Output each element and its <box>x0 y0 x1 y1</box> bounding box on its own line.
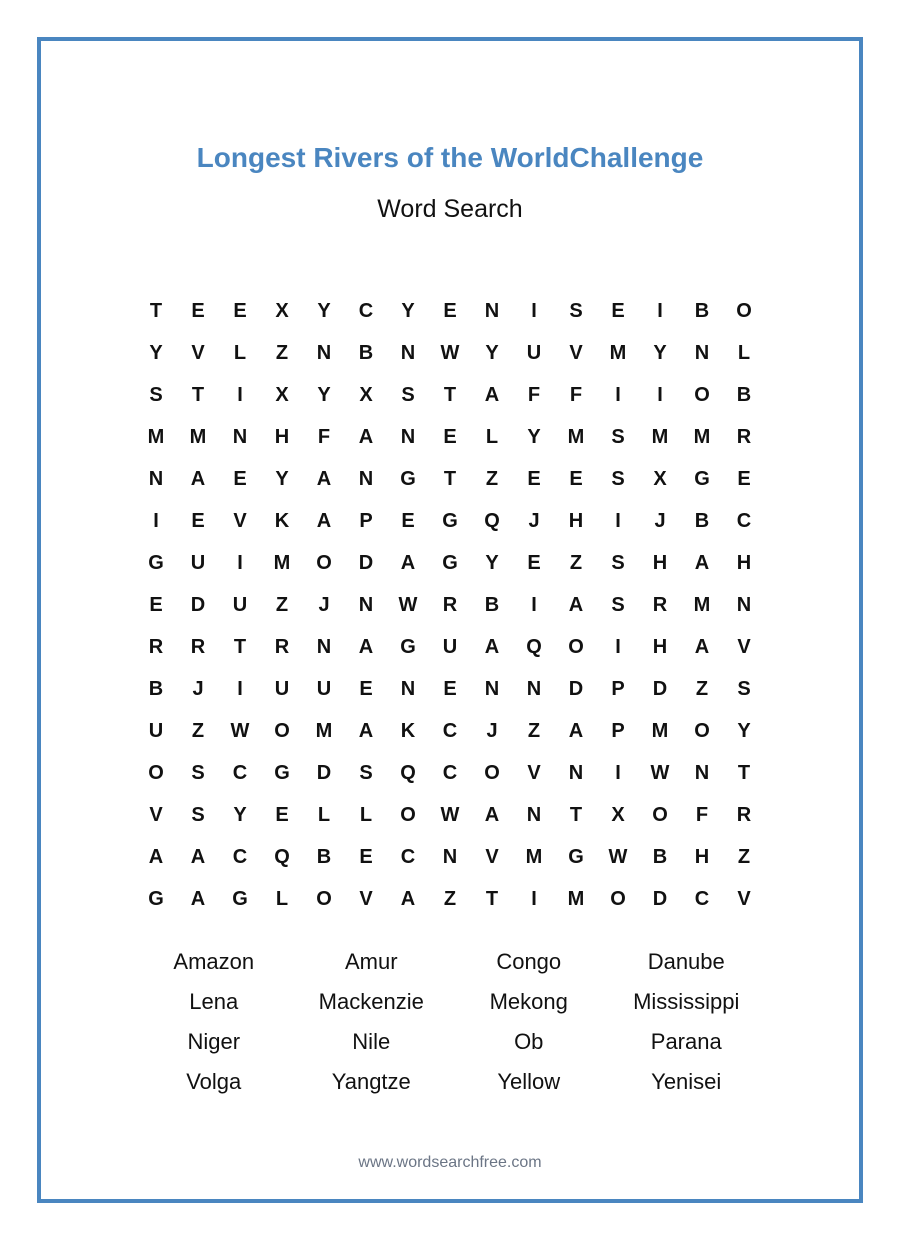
grid-letter[interactable]: O <box>148 761 164 784</box>
grid-letter[interactable]: E <box>275 803 289 826</box>
grid-letter[interactable]: A <box>484 383 500 406</box>
word-list-item: Amazon <box>173 949 255 974</box>
grid-letter[interactable]: U <box>274 677 290 700</box>
grid-letter[interactable]: M <box>651 425 669 448</box>
grid-letter[interactable]: E <box>233 299 247 322</box>
grid-letter[interactable]: T <box>737 761 751 784</box>
grid-letter[interactable]: H <box>652 551 668 574</box>
grid-letter[interactable]: W <box>650 761 670 784</box>
grid-letter[interactable]: W <box>398 593 418 616</box>
grid-letter[interactable]: A <box>316 467 332 490</box>
grid-letter[interactable]: L <box>737 341 751 364</box>
grid-letter[interactable]: J <box>654 509 666 532</box>
word-list-item: Yellow <box>497 1069 561 1094</box>
grid-letter[interactable]: E <box>359 845 373 868</box>
grid-letter[interactable]: E <box>611 299 625 322</box>
grid-letter[interactable]: X <box>275 383 289 406</box>
grid-letter[interactable]: A <box>568 719 584 742</box>
grid-letter[interactable]: E <box>191 509 205 532</box>
grid-letter[interactable]: E <box>191 299 205 322</box>
grid-letter[interactable]: H <box>652 635 668 658</box>
grid-letter[interactable]: N <box>568 761 584 784</box>
grid-letter[interactable]: Q <box>274 845 290 868</box>
word-list-item: Amur <box>344 949 398 974</box>
word-list-item: Volga <box>186 1069 242 1094</box>
grid-letter[interactable]: R <box>442 593 458 616</box>
grid-letter[interactable]: M <box>567 887 585 910</box>
grid-letter[interactable]: A <box>358 719 374 742</box>
grid-letter[interactable]: O <box>694 383 710 406</box>
grid-letter[interactable]: Z <box>695 677 709 700</box>
grid-letter[interactable]: S <box>611 425 625 448</box>
grid-letter[interactable]: O <box>694 719 710 742</box>
grid-letter[interactable]: G <box>568 845 584 868</box>
grid-letter[interactable]: A <box>400 551 416 574</box>
footer-url: www.wordsearchfree.com <box>358 1154 542 1171</box>
word-list-item: Niger <box>187 1029 241 1054</box>
grid-letter[interactable]: V <box>149 803 163 826</box>
grid-letter[interactable]: M <box>651 719 669 742</box>
grid-letter[interactable]: Y <box>737 719 751 742</box>
word-list-item: Yangtze <box>331 1069 411 1094</box>
grid-letter[interactable]: T <box>569 803 583 826</box>
grid-letter[interactable]: O <box>736 299 752 322</box>
grid-letter[interactable]: X <box>653 467 667 490</box>
grid-letter[interactable]: M <box>147 425 165 448</box>
grid-letter[interactable]: D <box>358 551 374 574</box>
grid-letter[interactable]: M <box>567 425 585 448</box>
grid-letter[interactable]: X <box>359 383 373 406</box>
grid-letter[interactable]: A <box>484 635 500 658</box>
grid-letter[interactable]: O <box>274 719 290 742</box>
grid-letter[interactable]: N <box>232 425 248 448</box>
word-list-item: Mississippi <box>633 989 740 1014</box>
grid-letter[interactable]: A <box>190 467 206 490</box>
grid-letter[interactable]: N <box>526 803 542 826</box>
grid-letter[interactable]: Q <box>526 635 542 658</box>
grid-letter[interactable]: V <box>737 887 751 910</box>
grid-letter[interactable]: M <box>525 845 543 868</box>
grid-letter[interactable]: O <box>484 761 500 784</box>
grid-letter[interactable]: H <box>694 845 710 868</box>
word-list-item: Mekong <box>489 989 568 1014</box>
grid-letter[interactable]: K <box>400 719 416 742</box>
grid-letter[interactable]: Q <box>400 761 416 784</box>
grid-letter[interactable]: S <box>401 383 415 406</box>
grid-letter[interactable]: S <box>191 761 205 784</box>
grid-letter[interactable]: L <box>233 341 247 364</box>
grid-letter[interactable]: O <box>316 551 332 574</box>
grid-letter[interactable]: V <box>233 509 247 532</box>
grid-letter[interactable]: T <box>485 887 499 910</box>
grid-letter[interactable]: E <box>527 551 541 574</box>
grid-letter[interactable]: A <box>358 635 374 658</box>
grid-letter[interactable]: P <box>359 509 373 532</box>
word-list-item: Nile <box>352 1029 391 1054</box>
grid-letter[interactable]: R <box>736 425 752 448</box>
grid-letter[interactable]: V <box>527 761 541 784</box>
grid-letter[interactable]: J <box>192 677 204 700</box>
grid-letter[interactable]: A <box>358 425 374 448</box>
grid-letter[interactable]: Y <box>317 383 331 406</box>
grid-letter[interactable]: O <box>610 887 626 910</box>
grid-letter[interactable]: A <box>148 845 164 868</box>
grid-letter[interactable]: S <box>191 803 205 826</box>
grid-letter[interactable]: J <box>528 509 540 532</box>
grid-letter[interactable]: S <box>149 383 163 406</box>
grid-letter[interactable]: S <box>359 761 373 784</box>
grid-letter[interactable]: K <box>274 509 290 532</box>
grid-letter[interactable]: I <box>615 635 621 658</box>
grid-letter[interactable]: Y <box>653 341 667 364</box>
grid-letter[interactable]: C <box>232 845 248 868</box>
grid-letter[interactable]: G <box>232 887 248 910</box>
grid-letter[interactable]: Z <box>527 719 541 742</box>
grid-letter[interactable]: A <box>484 803 500 826</box>
grid-letter[interactable]: Y <box>317 299 331 322</box>
grid-letter[interactable]: F <box>317 425 331 448</box>
grid-letter[interactable]: B <box>148 677 164 700</box>
grid-letter[interactable]: N <box>484 299 500 322</box>
grid-letter[interactable]: O <box>568 635 584 658</box>
grid-letter[interactable]: P <box>611 677 625 700</box>
grid-letter[interactable]: C <box>442 761 458 784</box>
grid-letter[interactable]: X <box>611 803 625 826</box>
grid-letter[interactable]: A <box>316 509 332 532</box>
grid-letter[interactable]: Y <box>527 425 541 448</box>
grid-letter[interactable]: E <box>401 509 415 532</box>
grid-letter[interactable]: Q <box>484 509 500 532</box>
grid-letter[interactable]: G <box>442 551 458 574</box>
grid-letter[interactable]: T <box>233 635 247 658</box>
grid-letter[interactable]: I <box>531 299 537 322</box>
grid-letter[interactable]: U <box>442 635 458 658</box>
grid-letter[interactable]: I <box>657 299 663 322</box>
grid-letter[interactable]: D <box>652 677 668 700</box>
grid-letter[interactable]: E <box>443 677 457 700</box>
grid-letter[interactable]: B <box>652 845 668 868</box>
grid-letter[interactable]: A <box>190 845 206 868</box>
grid-letter[interactable]: Y <box>401 299 415 322</box>
grid-letter[interactable]: B <box>316 845 332 868</box>
grid-letter[interactable]: G <box>148 887 164 910</box>
grid-letter[interactable]: I <box>237 383 243 406</box>
grid-letter[interactable]: V <box>359 887 373 910</box>
grid-letter[interactable]: R <box>652 593 668 616</box>
grid-letter[interactable]: S <box>611 551 625 574</box>
grid-letter[interactable]: Z <box>443 887 457 910</box>
grid-letter[interactable]: M <box>273 551 291 574</box>
grid-letter[interactable]: Z <box>275 341 289 364</box>
word-list-item: Yenisei <box>651 1069 722 1094</box>
grid-letter[interactable]: N <box>694 341 710 364</box>
grid-letter[interactable]: C <box>358 299 374 322</box>
grid-letter[interactable]: E <box>233 467 247 490</box>
page-title: Longest Rivers of the WorldChallenge <box>196 142 704 173</box>
grid-letter[interactable]: F <box>569 383 583 406</box>
grid-letter[interactable]: N <box>358 467 374 490</box>
grid-letter[interactable]: R <box>736 803 752 826</box>
word-list-item: Congo <box>496 949 562 974</box>
grid-letter[interactable]: O <box>652 803 668 826</box>
grid-letter[interactable]: G <box>148 551 164 574</box>
grid-letter[interactable]: R <box>190 635 206 658</box>
grid-letter[interactable]: N <box>400 341 416 364</box>
grid-letter[interactable]: C <box>694 887 710 910</box>
grid-letter[interactable]: N <box>526 677 542 700</box>
grid-letter[interactable]: T <box>443 467 457 490</box>
grid-letter[interactable]: I <box>615 509 621 532</box>
grid-letter[interactable]: C <box>736 509 752 532</box>
grid-letter[interactable]: G <box>694 467 710 490</box>
grid-letter[interactable]: N <box>442 845 458 868</box>
grid-letter[interactable]: Y <box>149 341 163 364</box>
grid-letter[interactable]: G <box>274 761 290 784</box>
grid-letter[interactable]: S <box>611 467 625 490</box>
grid-letter[interactable]: X <box>275 299 289 322</box>
grid-letter[interactable]: E <box>443 299 457 322</box>
grid-letter[interactable]: I <box>153 509 159 532</box>
word-list-item: Parana <box>650 1029 722 1054</box>
grid-letter[interactable]: Y <box>485 551 499 574</box>
grid-letter[interactable]: O <box>316 887 332 910</box>
grid-letter[interactable]: T <box>191 383 205 406</box>
grid-letter[interactable]: R <box>148 635 164 658</box>
word-list-item: Mackenzie <box>318 989 424 1014</box>
grid-letter[interactable]: Z <box>191 719 205 742</box>
grid-letter[interactable]: I <box>615 383 621 406</box>
grid-letter[interactable]: B <box>736 383 752 406</box>
grid-letter[interactable]: N <box>694 761 710 784</box>
grid-letter[interactable]: T <box>443 383 457 406</box>
grid-letter[interactable]: F <box>527 383 541 406</box>
grid-letter[interactable]: H <box>274 425 290 448</box>
grid-letter[interactable]: B <box>694 509 710 532</box>
grid-letter[interactable]: E <box>737 467 751 490</box>
grid-letter[interactable]: B <box>694 299 710 322</box>
grid-letter[interactable]: M <box>693 593 711 616</box>
grid-letter[interactable]: M <box>609 341 627 364</box>
grid-letter[interactable]: N <box>358 593 374 616</box>
grid-letter[interactable]: A <box>190 887 206 910</box>
grid-letter[interactable]: G <box>442 509 458 532</box>
grid-letter[interactable]: I <box>531 593 537 616</box>
grid-letter[interactable]: M <box>693 425 711 448</box>
word-list-item: Ob <box>514 1029 544 1054</box>
grid-letter[interactable]: I <box>615 761 621 784</box>
grid-letter[interactable]: D <box>190 593 206 616</box>
grid-letter[interactable]: E <box>359 677 373 700</box>
grid-letter[interactable]: D <box>652 887 668 910</box>
grid-letter[interactable]: L <box>317 803 331 826</box>
grid-letter[interactable]: N <box>736 593 752 616</box>
grid-letter[interactable]: V <box>569 341 583 364</box>
grid-letter[interactable]: V <box>737 635 751 658</box>
grid-letter[interactable]: Z <box>275 593 289 616</box>
grid-letter[interactable]: I <box>237 551 243 574</box>
word-list-item: Danube <box>647 949 725 974</box>
grid-letter[interactable]: A <box>400 887 416 910</box>
grid-letter[interactable]: G <box>400 635 416 658</box>
grid-letter[interactable]: L <box>485 425 499 448</box>
grid-letter[interactable]: N <box>316 341 332 364</box>
grid-letter[interactable]: U <box>232 593 248 616</box>
grid-letter[interactable]: Y <box>275 467 289 490</box>
word-list <box>135 942 765 1102</box>
grid-letter[interactable]: N <box>400 425 416 448</box>
page-subtitle: Word Search <box>377 195 523 223</box>
grid-letter[interactable]: W <box>608 845 628 868</box>
grid-letter[interactable]: N <box>148 467 164 490</box>
grid-letter[interactable]: U <box>316 677 332 700</box>
grid-letter[interactable]: V <box>485 845 499 868</box>
grid-letter[interactable]: S <box>569 299 583 322</box>
grid-letter[interactable]: C <box>442 719 458 742</box>
grid-letter[interactable]: D <box>568 677 584 700</box>
grid-letter[interactable]: L <box>359 803 373 826</box>
grid-letter[interactable]: A <box>694 635 710 658</box>
grid-letter[interactable]: W <box>440 341 460 364</box>
grid-letter[interactable]: N <box>400 677 416 700</box>
grid-letter[interactable]: U <box>526 341 542 364</box>
grid-letter[interactable]: H <box>736 551 752 574</box>
grid-letter[interactable]: P <box>611 719 625 742</box>
word-list-item: Lena <box>189 989 239 1014</box>
grid-letter[interactable]: Z <box>485 467 499 490</box>
grid-letter[interactable]: E <box>443 425 457 448</box>
grid-letter[interactable]: Y <box>233 803 247 826</box>
grid-letter[interactable]: O <box>400 803 416 826</box>
grid-letter[interactable]: C <box>400 845 416 868</box>
grid-letter[interactable]: M <box>315 719 333 742</box>
grid-letter[interactable]: M <box>189 425 207 448</box>
grid-letter[interactable]: J <box>318 593 330 616</box>
grid-letter[interactable]: W <box>230 719 250 742</box>
grid-letter[interactable]: S <box>737 677 751 700</box>
grid-letter[interactable]: I <box>531 887 537 910</box>
grid-letter[interactable]: U <box>148 719 164 742</box>
grid-letter[interactable]: L <box>275 887 289 910</box>
grid-letter[interactable]: U <box>190 551 206 574</box>
grid-letter[interactable]: C <box>232 761 248 784</box>
grid-letter[interactable]: W <box>440 803 460 826</box>
grid-letter[interactable]: A <box>694 551 710 574</box>
grid-letter[interactable]: H <box>568 509 584 532</box>
grid-letter[interactable]: I <box>657 383 663 406</box>
grid-letter[interactable]: F <box>695 803 709 826</box>
grid-letter[interactable]: R <box>274 635 290 658</box>
grid-letter[interactable]: J <box>486 719 498 742</box>
letter-grid <box>135 290 765 920</box>
grid-letter[interactable]: N <box>484 677 500 700</box>
grid-letter[interactable]: E <box>527 467 541 490</box>
grid-letter[interactable]: I <box>237 677 243 700</box>
grid-letter[interactable]: A <box>568 593 584 616</box>
grid-letter[interactable]: B <box>358 341 374 364</box>
grid-letter[interactable]: N <box>316 635 332 658</box>
grid-letter[interactable]: Y <box>485 341 499 364</box>
grid-letter[interactable]: T <box>149 299 163 322</box>
grid-letter[interactable]: E <box>569 467 583 490</box>
grid-letter[interactable]: B <box>484 593 500 616</box>
grid-letter[interactable]: S <box>611 593 625 616</box>
grid-letter[interactable]: V <box>191 341 205 364</box>
grid-letter[interactable]: D <box>316 761 332 784</box>
grid-letter[interactable]: Z <box>569 551 583 574</box>
grid-letter[interactable]: E <box>149 593 163 616</box>
grid-letter[interactable]: Z <box>737 845 751 868</box>
grid-letter[interactable]: G <box>400 467 416 490</box>
